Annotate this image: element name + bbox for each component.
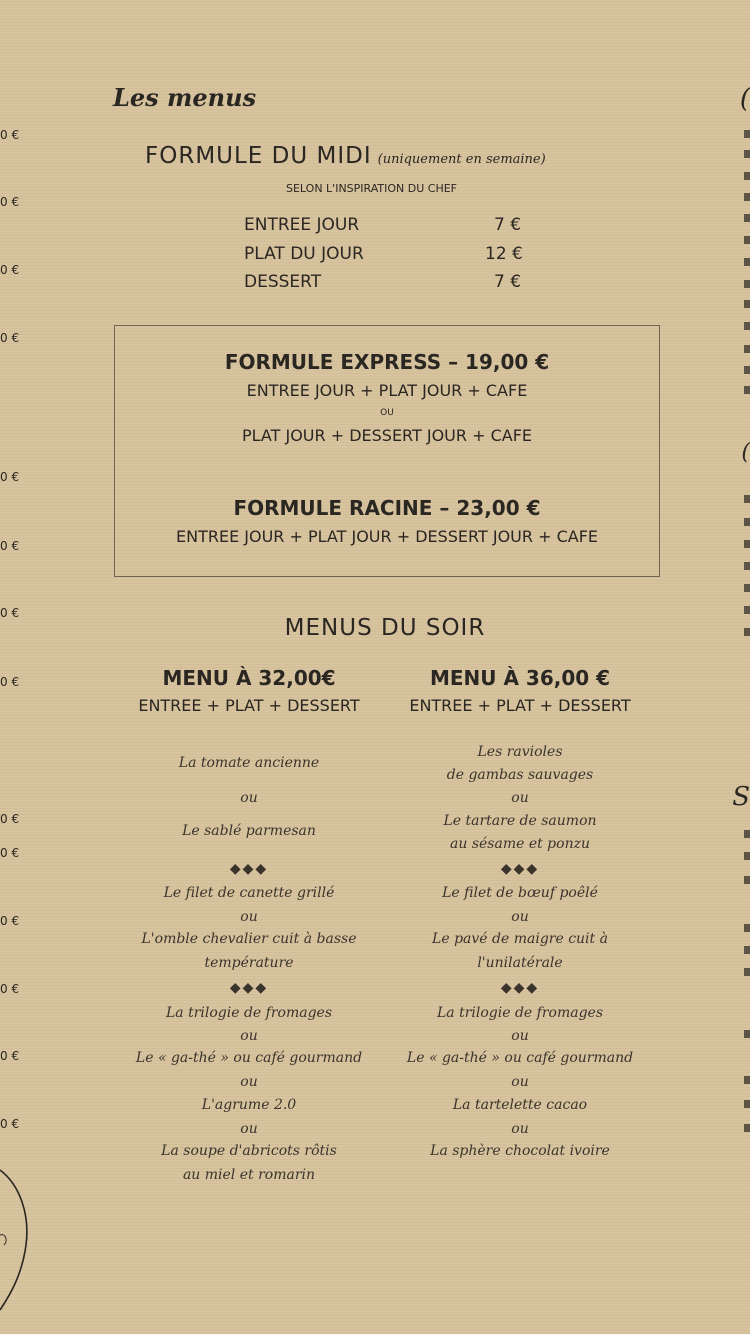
left-price: 0 € <box>0 1117 20 1131</box>
formule-midi-note: (uniquement en semaine) <box>377 152 546 167</box>
left-price: 0 € <box>0 539 20 553</box>
menu36-or: ou <box>511 1121 529 1137</box>
formule-express-or: OU <box>380 408 394 418</box>
left-price: 0 € <box>0 846 20 860</box>
left-price: 0 € <box>0 470 20 484</box>
menu32-title: MENU À 32,00€ <box>162 666 336 690</box>
menu36-item: Le pavé de maigre cuit à <box>432 931 608 947</box>
formule-midi-subtitle: SELON L'INSPIRATION DU CHEF <box>286 182 457 195</box>
menu36-title: MENU À 36,00 € <box>429 666 611 690</box>
menu32-item: Le « ga-thé » ou café gourmand <box>135 1050 363 1066</box>
midi-row-price: 7 € <box>494 272 522 292</box>
menu32-item: La trilogie de fromages <box>165 1005 333 1021</box>
menu32-separator: ◆◆◆ <box>229 980 269 996</box>
menu32-item: au miel et romarin <box>182 1167 316 1183</box>
midi-row-name: PLAT DU JOUR <box>244 244 364 264</box>
menu32-item: La soupe d'abricots rôtis <box>161 1143 337 1159</box>
menu32-item: L'agrume 2.0 <box>201 1097 297 1113</box>
menu36-or: ou <box>511 909 529 925</box>
formule-midi-heading: FORMULE DU MIDI <box>145 143 372 169</box>
menu36-subtitle: ENTREE + PLAT + DESSERT <box>409 696 631 715</box>
menu36-item: La tartelette cacao <box>452 1097 588 1113</box>
menu32-or: ou <box>240 1074 258 1090</box>
left-price: 0 € <box>0 195 20 209</box>
menu32-separator: ◆◆◆ <box>229 861 269 877</box>
menu36-item: Le « ga-thé » ou café gourmand <box>406 1050 634 1066</box>
decorative-drawing <box>0 1165 34 1315</box>
menu32-item: Le filet de canette grillé <box>163 885 335 901</box>
midi-row-price: 12 € <box>485 244 523 264</box>
left-price: 0 € <box>0 128 20 142</box>
formule-express-line2: PLAT JOUR + DESSERT JOUR + CAFE <box>241 426 533 445</box>
menu36-separator: ◆◆◆ <box>500 980 540 996</box>
menu36-item: l'unilatérale <box>477 955 563 971</box>
page-title: Les menus <box>113 83 257 112</box>
menu36-item: La sphère chocolat ivoire <box>430 1143 610 1159</box>
menu36-or: ou <box>511 790 529 806</box>
menus-soir-title: MENUS DU SOIR <box>284 615 486 641</box>
right-page-edge <box>732 0 750 1334</box>
right-edge-glyph: S <box>732 782 750 812</box>
menu32-or: ou <box>240 909 258 925</box>
menu32-or: ou <box>240 1028 258 1044</box>
midi-row-name: ENTREE JOUR <box>244 215 360 235</box>
menu32-or: ou <box>240 1121 258 1137</box>
menu36-item: Le filet de bœuf poêlé <box>442 885 598 901</box>
formule-express-title: FORMULE EXPRESS – 19,00 € <box>224 350 550 374</box>
formule-racine-line: ENTREE JOUR + PLAT JOUR + DESSERT JOUR + CAFE <box>175 527 598 546</box>
left-price: 0 € <box>0 675 20 689</box>
menu32-subtitle: ENTREE + PLAT + DESSERT <box>138 696 360 715</box>
right-edge-glyph: ( <box>739 84 750 114</box>
midi-row-name: DESSERT <box>244 272 322 292</box>
menu36-item: Le tartare de saumon <box>443 813 597 829</box>
menu36-item: de gambas sauvages <box>446 767 594 783</box>
left-price: 0 € <box>0 331 20 345</box>
left-price: 0 € <box>0 982 20 996</box>
formule-express-line1: ENTREE JOUR + PLAT JOUR + CAFE <box>246 381 528 400</box>
menu36-item: Les ravioles <box>477 744 563 760</box>
formule-midi-title <box>145 143 546 169</box>
menu36-item: au sésame et ponzu <box>450 836 590 852</box>
left-price: 0 € <box>0 606 20 620</box>
menu36-or: ou <box>511 1074 529 1090</box>
left-price: 0 € <box>0 812 20 826</box>
menu32-item: L'omble chevalier cuit à basse <box>141 931 357 947</box>
menu36-separator: ◆◆◆ <box>500 861 540 877</box>
menu32-item: Le sablé parmesan <box>182 823 316 839</box>
formule-racine-title: FORMULE RACINE – 23,00 € <box>233 496 541 520</box>
left-price: 0 € <box>0 914 20 928</box>
menu32-item: température <box>204 955 294 971</box>
left-price: 0 € <box>0 263 20 277</box>
right-edge-glyph: ( <box>741 440 750 465</box>
menu36-item: La trilogie de fromages <box>436 1005 604 1021</box>
menu36-or: ou <box>511 1028 529 1044</box>
midi-row-price: 7 € <box>494 215 522 235</box>
left-price: 0 € <box>0 1049 20 1063</box>
menu32-item: La tomate ancienne <box>178 755 320 771</box>
menu32-or: ou <box>240 790 258 806</box>
left-price-column <box>0 0 30 1334</box>
